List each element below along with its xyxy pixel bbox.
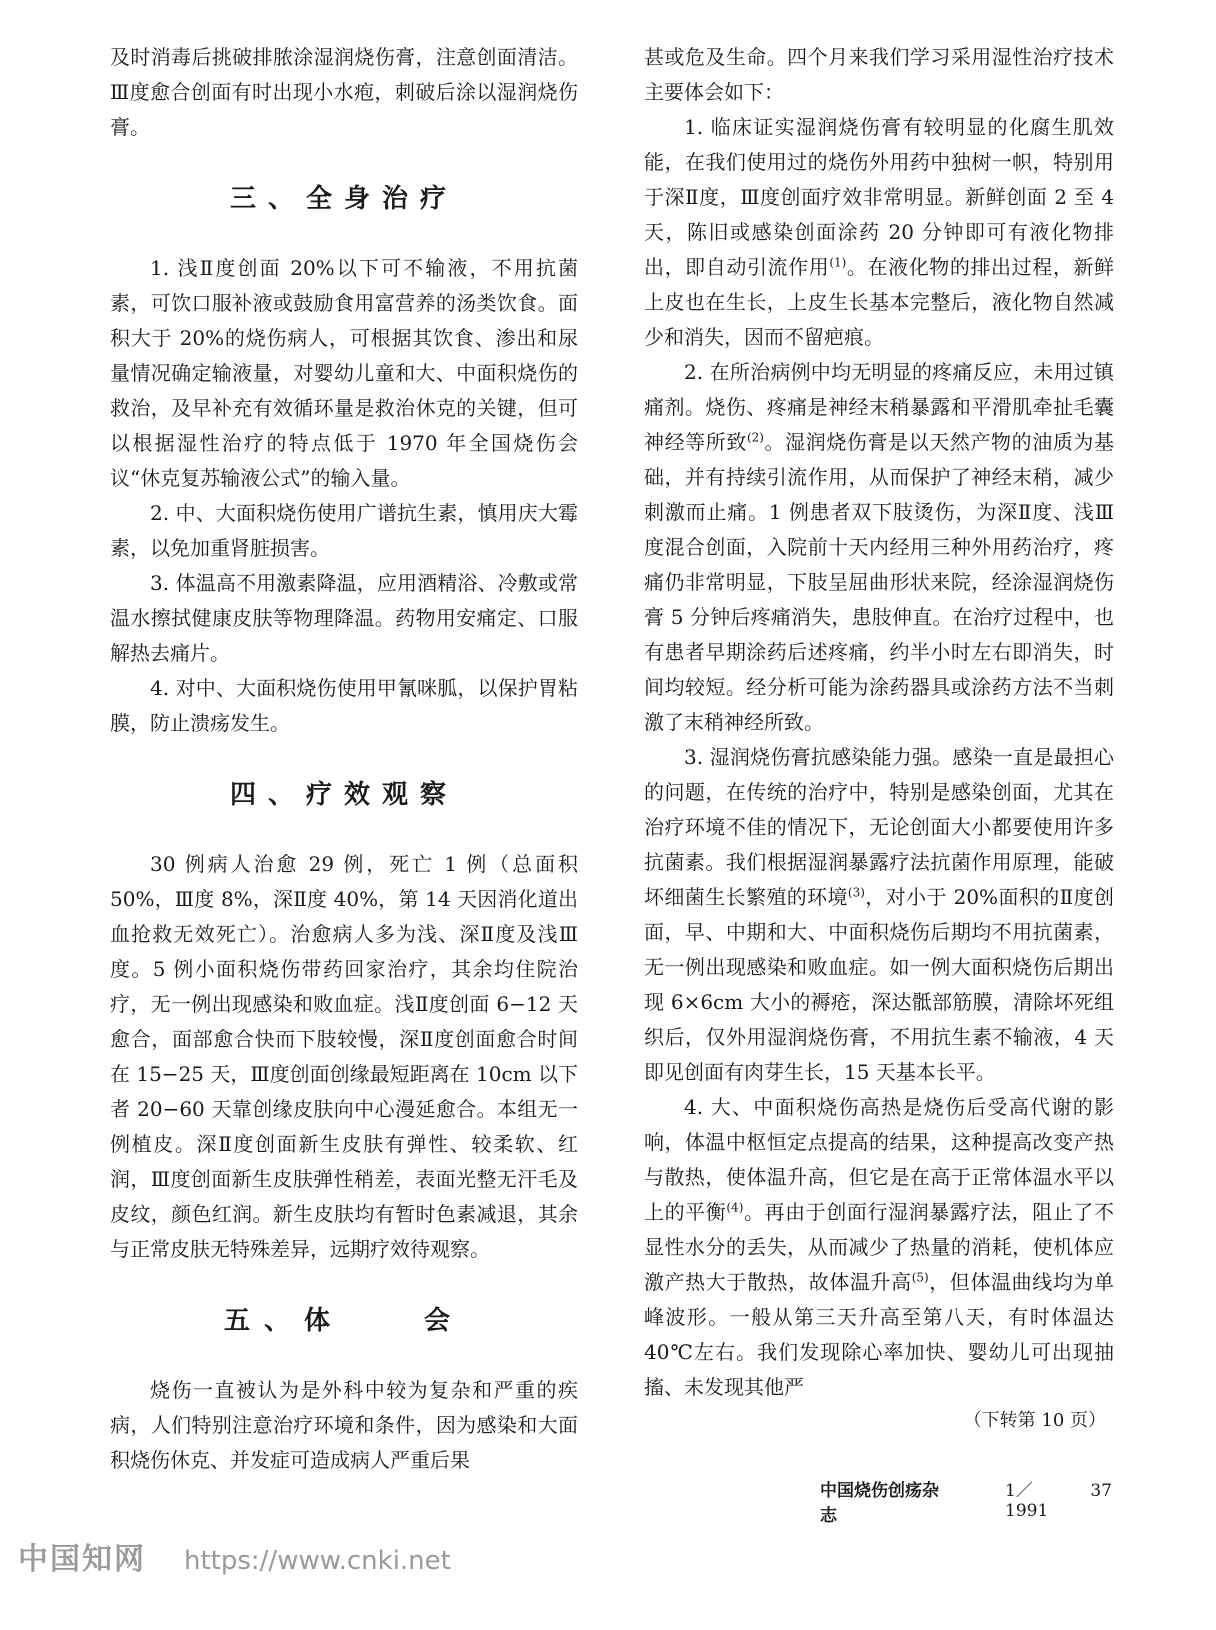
page-number: 37 xyxy=(1090,1481,1112,1501)
paragraph: 及时消毒后挑破排脓涂湿润烧伤膏，注意创面清洁。Ⅲ度愈合创面有时出现小水疱，刺破后涂以湿润烧伤膏。 xyxy=(110,45,578,139)
paragraph: 1. 浅Ⅱ度创面 20%以下可不输液，不用抗菌素，可饮口服补液或鼓励食用富营养的汤类饮食。面积大于 20%的烧伤病人，可根据其饮食、渗出和尿量情况确定输液量，对婴幼儿童和大、中面积烧伤的救治，及早补充有效循环量是救治休克的关键，但可以根据湿性治疗的特点低于 1970 年全国烧伤会议“休克复苏输液公式”的输入量。 xyxy=(110,256,578,490)
paragraph xyxy=(644,1090,1114,1405)
citation: (2) xyxy=(746,430,764,445)
paragraph: 2. 中、大面积烧伤使用广谱抗生素，慎用庆大霉素，以免加重肾脏损害。 xyxy=(110,501,578,560)
paragraph: 4. 对中、大面积烧伤使用甲氰咪胍，以保护胃粘膜，防止溃疡发生。 xyxy=(110,676,578,735)
journal-name: 中国烧伤创疡杂志 xyxy=(820,1481,939,1526)
text: 1. 临床证实湿润烧伤膏有较明显的化腐生肌效能，在我们使用过的烧伤外用药中独树一帜，特别用于深Ⅱ度，Ⅲ度创面疗效非常明显。新鲜创面 2 至 4 天，陈旧或感染创面涂药 20 分钟即可有液化物排出，即自动引流作用 xyxy=(644,115,1114,279)
text: 2. 在所治病例中均无明显的疼痛反应，未用过镇痛剂。烧伤、疼痛是神经末稍暴露和平滑肌牵扯毛囊神经等所致 xyxy=(644,360,1114,454)
text: 。湿润烧伤膏是以天然产物的油质为基础，并有持续引流作用，从而保护了神经末稍，减少刺激而止痛。1 例患者双下肢烫伤，为深Ⅱ度、浅Ⅲ度混合创面，入院前十天内经用三种外用药治疗，疼痛仍非常明显，下肢呈屈曲形状来院，经涂湿润烧伤膏 5 分钟后疼痛消失，患肢伸直。在治疗过程中，也有患者早期涂药后述疼痛，约半小时左右即消失，时间均较短。经分析可能为涂药器具或涂药方法不当刺激了末稍神经所致。 xyxy=(644,430,1115,734)
citation: (5) xyxy=(911,1270,929,1285)
text: 4. 大、中面积烧伤高热是烧伤后受高代谢的影响，体温中枢恒定点提高的结果，这种提高改变产热与散热，使体温升高，但它是在高于正常体温水平以上的平衡 xyxy=(644,1095,1114,1224)
continued-note: （下转第 10 页） xyxy=(963,1410,1106,1431)
section-heading-5: 五、体 会 xyxy=(223,1306,464,1336)
cnki-watermark xyxy=(18,1534,451,1578)
page-footer xyxy=(820,1476,1112,1526)
citation: (1) xyxy=(829,255,847,270)
citation: (3) xyxy=(847,885,865,900)
paragraph: 3. 体温高不用激素降温，应用酒精浴、冷敷或常温水擦拭健康皮肤等物理降温。药物用安痛定、口服解热去痛片。 xyxy=(110,571,578,665)
issue-number: 1／1991 xyxy=(1005,1481,1049,1521)
section-heading-4: 四、疗效观察 xyxy=(229,780,458,810)
right-column xyxy=(644,40,1114,1437)
text: 。在液化物的排出过程，新鲜上皮也在生长，上皮生长基本完整后，液化物自然减少和消失，因而不留疤痕。 xyxy=(644,255,1115,349)
paragraph xyxy=(644,110,1114,355)
paragraph: 甚或危及生命。四个月来我们学习采用湿性治疗技术主要体会如下： xyxy=(644,45,1114,104)
left-column xyxy=(110,40,578,1478)
section-heading-3: 三、全身治疗 xyxy=(229,184,458,214)
cnki-url: https://www.cnki.net xyxy=(184,1546,451,1576)
text: 3. 湿润烧伤膏抗感染能力强。感染一直是最担心的问题，在传统的治疗中，特别是感染创面，尤其在治疗环境不佳的情况下，无论创面大小都要使用许多抗菌素。我们根据湿润暴露疗法抗菌作用原理，能破坏细菌生长繁殖的环境 xyxy=(644,745,1114,909)
text: ，但体温曲线均为单峰波形。一般从第三天升高至第八天，有时体温达 40℃左右。我们发现除心率加快、婴幼儿可出现抽搐、未发现其他严 xyxy=(644,1270,1115,1399)
paragraph xyxy=(644,355,1114,740)
paragraph xyxy=(644,740,1114,1090)
paragraph: 30 例病人治愈 29 例，死亡 1 例（总面积50%，Ⅲ度 8%，深Ⅱ度 40%，第 14 天因消化道出血抢救无效死亡）。治愈病人多为浅、深Ⅱ度及浅Ⅲ度。5 例小面积烧伤带药回家治疗，其余均住院治疗，无一例出现感染和败血症。浅Ⅱ度创面 6−12 天愈合，面部愈合快而下肢较慢，深Ⅱ度创面愈合时间在 15−25 天，Ⅲ度创面创缘最短距离在 10cm 以下者 20−60 天靠创缘皮肤向中心漫延愈合。本组无一例植皮。深Ⅱ度创面新生皮肤有弹性、较柔软、红润，Ⅲ度创面新生皮肤弹性稍差，表面光整无汗毛及皮纹，颜色红润。新生皮肤均有暂时色素减退，其余与正常皮肤无特殊差异，远期疗效待观察。 xyxy=(110,852,578,1261)
citation: (4) xyxy=(726,1200,744,1215)
text: ，对小于 20%面积的Ⅱ度创面，早、中期和大、中面积烧伤后期均不用抗菌素，无一例出现感染和败血症。如一例大面积烧伤后期出现 6×6cm 大小的褥疮，深达骶部筋膜，清除坏死组织后，仅外用湿润烧伤膏，不用抗生素不输液，4 天即见创面有肉芽生长，15 天基本长平。 xyxy=(644,885,1114,1084)
text: 。再由于创面行湿润暴露疗法，阻止了不显性水分的丢失，从而减少了热量的消耗，使机体应激产热大于散热，故体温升高 xyxy=(644,1200,1115,1294)
paragraph: 烧伤一直被认为是外科中较为复杂和严重的疾病，人们特别注意治疗环境和条件，因为感染和大面积烧伤休克、并发症可造成病人严重后果 xyxy=(110,1378,578,1472)
cnki-logo: 中国知网 xyxy=(18,1542,146,1577)
